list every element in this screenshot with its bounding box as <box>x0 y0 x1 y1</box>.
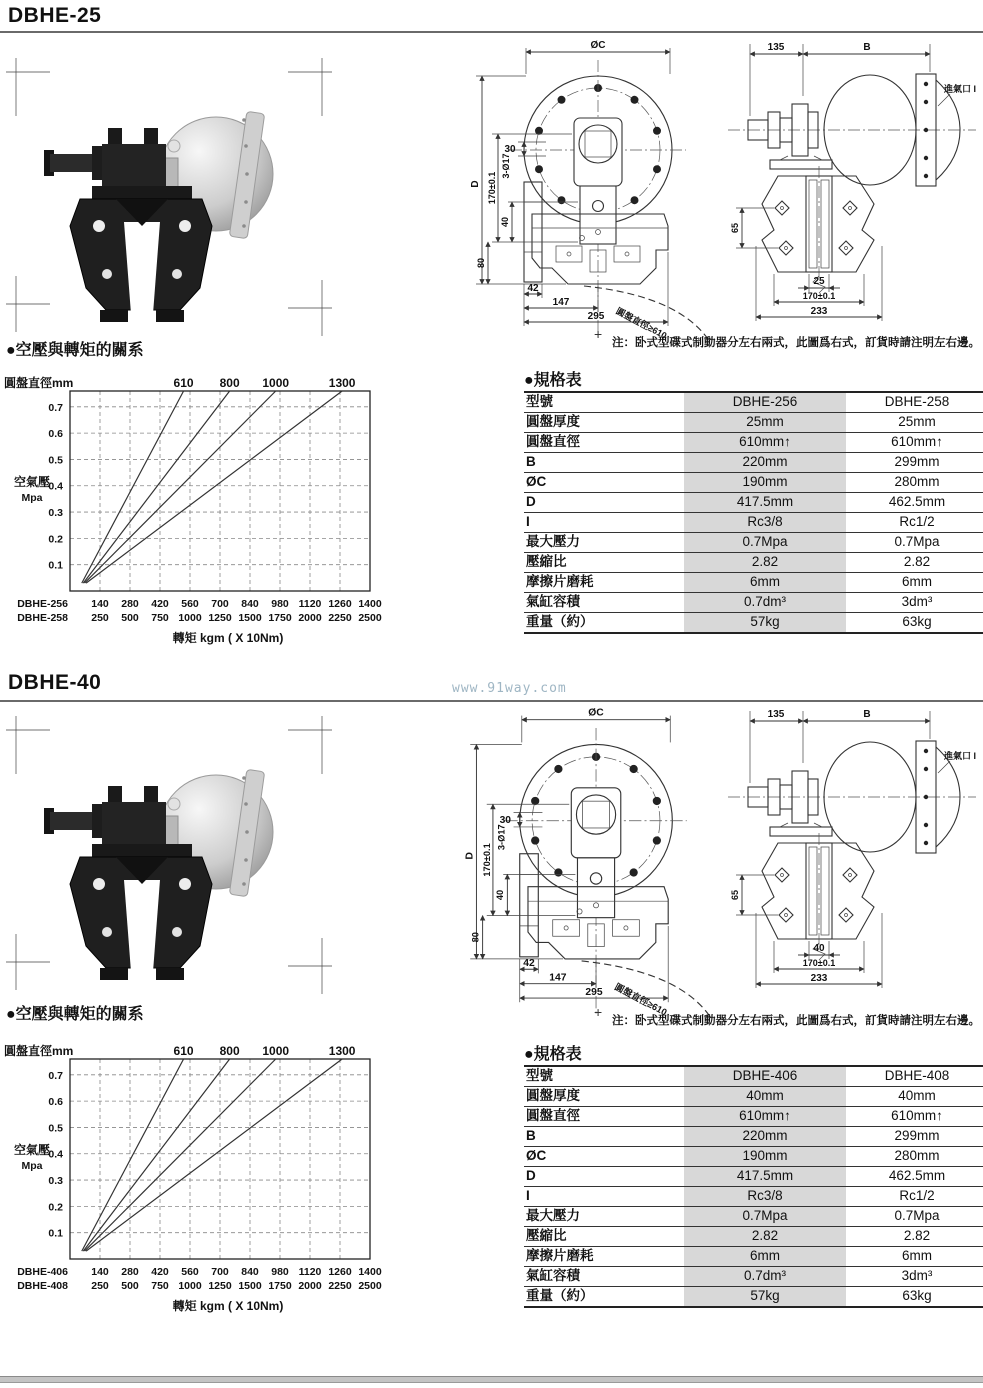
y-axis-unit: Mpa <box>21 492 43 504</box>
series-label: 1000 <box>262 376 290 390</box>
y-tick-label: 0.2 <box>48 1201 63 1214</box>
spec-header-model: DBHE-406 <box>684 1066 846 1087</box>
series-label: 610 <box>173 1044 194 1058</box>
spec-row-label: 壓縮比 <box>524 1227 684 1247</box>
spec-row-label: B <box>524 1127 684 1147</box>
spec-row <box>524 1107 983 1127</box>
spec-row <box>524 493 983 513</box>
series-line-800 <box>83 391 229 583</box>
dim-label: 65 <box>730 222 740 234</box>
x-tick-label: 1400 <box>358 598 382 610</box>
disc-diameter-label: 圓盤直徑≥610 <box>612 981 669 1018</box>
series-line-610 <box>82 1059 184 1251</box>
dim-label: 80 <box>476 257 486 269</box>
orientation-note: 注：卧式型碟式制動器分左右兩式，此圖爲右式，訂貨時請注明左右邊。 <box>612 337 980 349</box>
spec-cell: Rc3/8 <box>684 1187 846 1207</box>
spec-row <box>524 573 983 593</box>
spec-header-label: 型號 <box>524 392 684 413</box>
spec-cell: 6mm <box>846 1247 983 1267</box>
spec-cell: 3dm³ <box>846 1267 983 1287</box>
x-tick-label: 1750 <box>268 1280 292 1292</box>
dim-label: 30 <box>504 144 516 155</box>
spec-cell: 0.7Mpa <box>846 1207 983 1227</box>
air-inlet-label: 進氣口 I <box>944 751 977 761</box>
spec-cell: 0.7dm³ <box>684 1267 846 1287</box>
spec-cell: 190mm <box>684 473 846 493</box>
series-line-800 <box>83 1059 229 1251</box>
spec-cell: 417.5mm <box>684 1167 846 1187</box>
spec-cell: 0.7dm³ <box>684 593 846 613</box>
side-view-drawing <box>722 34 983 346</box>
x-tick-label: 420 <box>151 598 169 610</box>
spec-cell: 2.82 <box>684 553 846 573</box>
x-scale-name: DBHE-408 <box>17 1280 68 1292</box>
x-tick-label: 750 <box>151 1280 169 1292</box>
y-tick-label: 0.5 <box>48 1122 63 1135</box>
page-title: DBHE-25 <box>8 4 102 27</box>
y-axis-unit: Mpa <box>21 1160 43 1172</box>
x-axis-title: 轉矩 kgm ( X 10Nm) <box>172 631 284 645</box>
dim-label: 295 <box>587 311 605 322</box>
x-scale-name: DBHE-256 <box>17 598 68 610</box>
page-title: DBHE-40 <box>8 671 102 694</box>
spec-cell: 610mm↑ <box>684 1107 846 1127</box>
x-tick-label: 1000 <box>178 612 202 624</box>
y-tick-label: 0.4 <box>48 1148 63 1161</box>
pad-thickness-label: 25 <box>813 276 825 287</box>
x-tick-label: 980 <box>271 1266 289 1278</box>
x-scale-name: DBHE-258 <box>17 612 68 624</box>
spec-cell: 57kg <box>684 613 846 634</box>
x-tick-label: 280 <box>121 1266 139 1278</box>
spec-row <box>524 1167 983 1187</box>
dim-label: ØC <box>588 707 604 719</box>
x-tick-label: 420 <box>151 1266 169 1278</box>
spec-cell: 2.82 <box>846 1227 983 1247</box>
chart-heading: ●空壓與轉矩的關系 <box>6 1006 144 1023</box>
spec-row-label: 重量（約） <box>524 613 684 634</box>
spec-cell: 2.82 <box>846 553 983 573</box>
spec-row <box>524 1087 983 1107</box>
spec-cell: 0.7Mpa <box>846 533 983 553</box>
spec-row-label: 重量（約） <box>524 1287 684 1308</box>
spec-header-model: DBHE-258 <box>846 392 983 413</box>
spec-cell: 40mm <box>684 1087 846 1107</box>
top-left-axis-label: 圓盤直徑mm <box>4 1044 74 1058</box>
x-tick-label: 2500 <box>358 612 382 624</box>
x-tick-label: 280 <box>121 598 139 610</box>
spec-cell: 462.5mm <box>846 1167 983 1187</box>
spec-row <box>524 1247 983 1267</box>
spec-row-label: 摩擦片磨耗 <box>524 1247 684 1267</box>
x-tick-label: 1500 <box>238 612 262 624</box>
spec-row <box>524 553 983 573</box>
front-view-drawing <box>468 36 726 344</box>
spec-header-model: DBHE-256 <box>684 392 846 413</box>
product-photo <box>4 56 334 341</box>
spec-row-label: I <box>524 1187 684 1207</box>
x-tick-label: 1400 <box>358 1266 382 1278</box>
spec-row-label: D <box>524 493 684 513</box>
spec-cell: 299mm <box>846 453 983 473</box>
spec-row <box>524 533 983 553</box>
spec-cell: 2.82 <box>684 1227 846 1247</box>
dim-label: 170±0.1 <box>487 171 497 205</box>
spec-cell: 40mm <box>846 1087 983 1107</box>
y-tick-label: 0.2 <box>48 533 63 546</box>
dim-label: 42 <box>527 283 539 294</box>
x-tick-label: 750 <box>151 612 169 624</box>
x-tick-label: 1260 <box>328 598 352 610</box>
series-label: 1000 <box>262 1044 290 1058</box>
spec-cell: 610mm↑ <box>684 433 846 453</box>
pad-thickness-label: 40 <box>813 943 825 954</box>
spec-cell: 220mm <box>684 1127 846 1147</box>
dim-label: B <box>863 42 871 53</box>
dim-label: 80 <box>470 932 481 943</box>
spec-row-label: 最大壓力 <box>524 533 684 553</box>
x-tick-label: 140 <box>91 1266 109 1278</box>
dim-label: 30 <box>499 814 512 826</box>
x-tick-label: 250 <box>91 1280 109 1292</box>
y-tick-label: 0.7 <box>48 1069 63 1082</box>
series-label: 1300 <box>328 376 356 390</box>
dim-label: 233 <box>810 973 828 984</box>
x-tick-label: 250 <box>91 612 109 624</box>
spec-row-label: 圓盤直徑 <box>524 1107 684 1127</box>
spec-row-label: 氣缸容積 <box>524 593 684 613</box>
series-line-1300 <box>86 1059 342 1251</box>
chart-heading: ●空壓與轉矩的關系 <box>6 342 144 359</box>
y-tick-label: 0.4 <box>48 480 63 493</box>
spec-cell: 610mm↑ <box>846 433 983 453</box>
x-tick-label: 700 <box>211 598 229 610</box>
y-axis-label: 空氣壓 <box>13 1143 51 1157</box>
spec-row <box>524 593 983 613</box>
dim-label: 170±0.1 <box>481 843 492 877</box>
dim-label: 147 <box>549 972 567 984</box>
spec-row-label: B <box>524 453 684 473</box>
spec-row-label: 圓盤厚度 <box>524 413 684 433</box>
dim-label: 295 <box>585 987 603 998</box>
series-line-610 <box>82 391 184 583</box>
spec-row-label: ØC <box>524 1147 684 1167</box>
spec-cell: 610mm↑ <box>846 1107 983 1127</box>
spec-row <box>524 1267 983 1287</box>
dim-label: 135 <box>767 42 785 53</box>
spec-header-label: 型號 <box>524 1066 684 1087</box>
spec-cell: 299mm <box>846 1127 983 1147</box>
dim-label: D <box>470 180 481 188</box>
spec-table-heading: ●規格表 <box>524 1046 582 1063</box>
dim-label: 3-Ø17 <box>501 153 511 179</box>
dim-label: 40 <box>500 216 510 228</box>
spec-cell: 6mm <box>684 573 846 593</box>
y-tick-label: 0.1 <box>48 1227 63 1240</box>
front-view-drawing <box>462 703 728 1021</box>
dim-label: 170±0.1 <box>802 291 836 301</box>
spec-row-label: 圓盤直徑 <box>524 433 684 453</box>
series-label: 610 <box>173 376 194 390</box>
product-photo <box>4 714 334 999</box>
spec-cell: Rc3/8 <box>684 513 846 533</box>
crop-mark: + <box>594 1004 603 1020</box>
spec-cell: 0.7Mpa <box>684 1207 846 1227</box>
spec-cell: 417.5mm <box>684 493 846 513</box>
spec-row-label: 最大壓力 <box>524 1207 684 1227</box>
spec-table <box>524 1065 983 1308</box>
spec-table-heading: ●規格表 <box>524 372 582 389</box>
side-view-drawing <box>722 701 983 1013</box>
series-label: 800 <box>219 376 240 390</box>
spec-cell: 280mm <box>846 1147 983 1167</box>
dim-label: 42 <box>523 958 535 970</box>
x-tick-label: 840 <box>241 1266 259 1278</box>
series-line-1000 <box>85 1059 276 1251</box>
x-tick-label: 1000 <box>178 1280 202 1292</box>
x-tick-label: 500 <box>121 1280 139 1292</box>
spec-header-model: DBHE-408 <box>846 1066 983 1087</box>
x-tick-label: 560 <box>181 598 199 610</box>
series-line-1000 <box>85 391 276 583</box>
spec-row <box>524 453 983 473</box>
spec-cell: 63kg <box>846 613 983 634</box>
crop-mark: + <box>594 326 603 342</box>
spec-row <box>524 1127 983 1147</box>
spec-row-label: 壓縮比 <box>524 553 684 573</box>
series-label: 800 <box>219 1044 240 1058</box>
y-axis-label: 空氣壓 <box>13 475 51 489</box>
spec-header-row <box>524 392 983 413</box>
dim-label: 233 <box>810 306 828 317</box>
spec-row <box>524 1187 983 1207</box>
series-line-1300 <box>86 391 342 583</box>
x-tick-label: 140 <box>91 598 109 610</box>
spec-cell: 6mm <box>846 573 983 593</box>
y-tick-label: 0.5 <box>48 454 63 467</box>
y-tick-label: 0.3 <box>48 507 63 520</box>
x-tick-label: 2000 <box>298 1280 322 1292</box>
spec-cell: 462.5mm <box>846 493 983 513</box>
air-inlet-label: 進氣口 I <box>944 84 977 94</box>
spec-cell: 25mm <box>684 413 846 433</box>
spec-cell: Rc1/2 <box>846 513 983 533</box>
spec-cell: 25mm <box>846 413 983 433</box>
y-tick-label: 0.6 <box>48 428 63 441</box>
spec-row <box>524 413 983 433</box>
x-tick-label: 1120 <box>298 598 322 610</box>
y-tick-label: 0.3 <box>48 1175 63 1188</box>
orientation-note: 注：卧式型碟式制動器分左右兩式，此圖爲右式，訂貨時請注明左右邊。 <box>612 1015 980 1027</box>
divider <box>0 31 983 33</box>
x-scale-name: DBHE-406 <box>17 1266 68 1278</box>
x-tick-label: 1120 <box>298 1266 322 1278</box>
dim-label: 65 <box>730 889 740 901</box>
y-tick-label: 0.1 <box>48 559 63 572</box>
spec-row <box>524 513 983 533</box>
spec-cell: 220mm <box>684 453 846 473</box>
x-tick-label: 2000 <box>298 612 322 624</box>
spec-row <box>524 1147 983 1167</box>
x-axis-title: 轉矩 kgm ( X 10Nm) <box>172 1299 284 1313</box>
x-tick-label: 2250 <box>328 612 352 624</box>
spec-row-label: 摩擦片磨耗 <box>524 573 684 593</box>
x-tick-label: 1260 <box>328 1266 352 1278</box>
spec-cell: 3dm³ <box>846 593 983 613</box>
x-tick-label: 2500 <box>358 1280 382 1292</box>
spec-header-row <box>524 1066 983 1087</box>
dim-label: 147 <box>552 297 570 308</box>
spec-row <box>524 1227 983 1247</box>
spec-row-label: D <box>524 1167 684 1187</box>
x-tick-label: 1750 <box>268 612 292 624</box>
x-tick-label: 500 <box>121 612 139 624</box>
spec-cell: 63kg <box>846 1287 983 1308</box>
dim-label: B <box>863 709 871 720</box>
spec-row <box>524 613 983 634</box>
x-tick-label: 560 <box>181 1266 199 1278</box>
footer-bar <box>0 1376 983 1383</box>
series-label: 1300 <box>328 1044 356 1058</box>
spec-row-label: 氣缸容積 <box>524 1267 684 1287</box>
spec-cell: 6mm <box>684 1247 846 1267</box>
spec-cell: 0.7Mpa <box>684 533 846 553</box>
spec-row <box>524 1287 983 1308</box>
dim-label: 3-Ø17 <box>496 824 507 851</box>
dim-label: ØC <box>590 40 606 51</box>
dim-label: D <box>464 852 476 860</box>
spec-row <box>524 433 983 453</box>
top-left-axis-label: 圓盤直徑mm <box>4 376 74 390</box>
pressure-torque-chart <box>2 358 392 650</box>
x-tick-label: 840 <box>241 598 259 610</box>
dim-label: 40 <box>495 889 506 901</box>
watermark: www.91way.com <box>452 681 567 696</box>
x-tick-label: 2250 <box>328 1280 352 1292</box>
x-tick-label: 1500 <box>238 1280 262 1292</box>
spec-row <box>524 1207 983 1227</box>
x-tick-label: 1250 <box>208 1280 232 1292</box>
x-tick-label: 980 <box>271 598 289 610</box>
x-tick-label: 700 <box>211 1266 229 1278</box>
spec-cell: Rc1/2 <box>846 1187 983 1207</box>
dim-label: 135 <box>767 709 785 720</box>
spec-cell: 280mm <box>846 473 983 493</box>
spec-table <box>524 391 983 634</box>
spec-row <box>524 473 983 493</box>
disc-diameter-label: 圓盤直徑≥610 <box>614 305 669 341</box>
spec-cell: 57kg <box>684 1287 846 1308</box>
spec-cell: 190mm <box>684 1147 846 1167</box>
dim-label: 170±0.1 <box>802 958 836 968</box>
pressure-torque-chart <box>2 1026 392 1318</box>
spec-row-label: ØC <box>524 473 684 493</box>
x-tick-label: 1250 <box>208 612 232 624</box>
y-tick-label: 0.6 <box>48 1096 63 1109</box>
spec-row-label: I <box>524 513 684 533</box>
y-tick-label: 0.7 <box>48 401 63 414</box>
spec-row-label: 圓盤厚度 <box>524 1087 684 1107</box>
